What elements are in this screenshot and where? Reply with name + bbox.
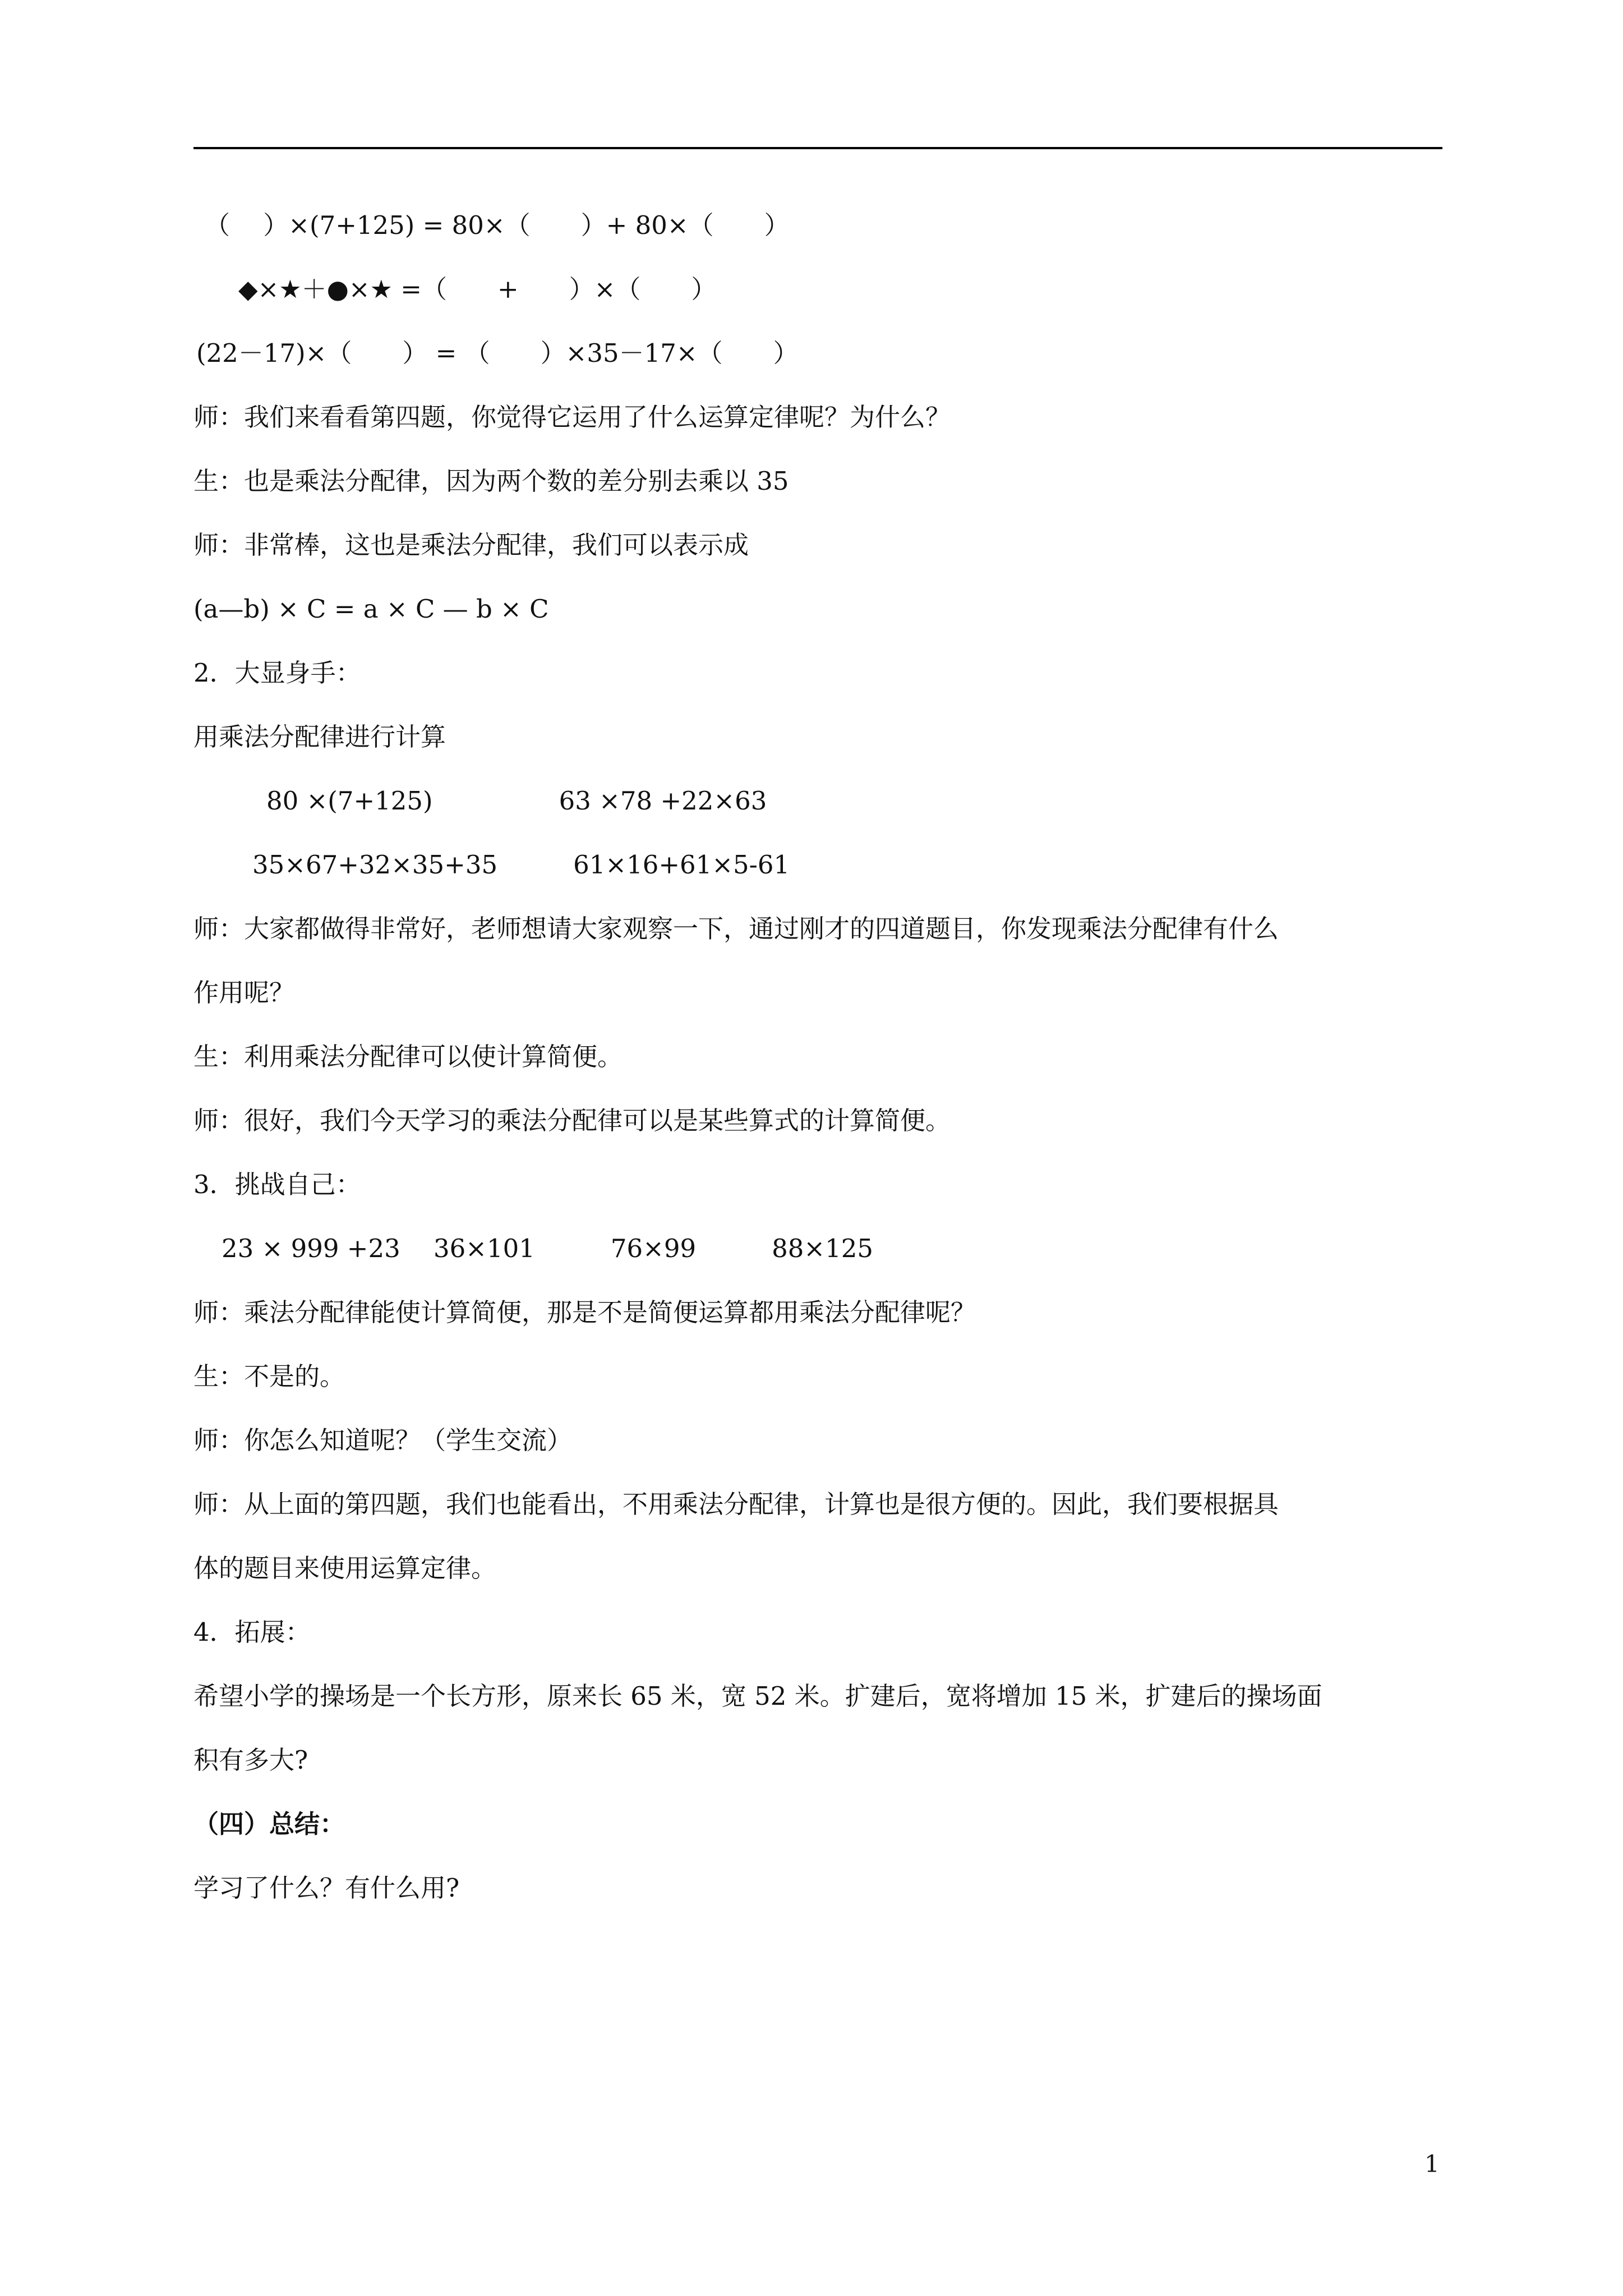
student-line: 生：利用乘法分配律可以使计算简便。	[193, 1042, 623, 1071]
instruction-line: 用乘法分配律进行计算	[193, 722, 446, 752]
blank-equation-2: ◆×★＋●×★ =（ + ）×（ ）	[238, 274, 717, 304]
teacher-line: 师：很好，我们今天学习的乘法分配律可以是某些算式的计算简便。	[193, 1106, 951, 1135]
teacher-line: 师：我们来看看第四题，你觉得它运用了什么运算定律呢？为什么？	[193, 402, 951, 432]
summary-heading: （四）总结：	[193, 1809, 345, 1839]
student-line: 生：不是的。	[193, 1361, 345, 1391]
formula-line: (a—b) × C = a × C — b × C	[193, 594, 549, 624]
teacher-line-continued: 作用呢？	[193, 978, 295, 1007]
teacher-line: 师：你怎么知道呢？（学生交流）	[193, 1425, 573, 1455]
teacher-line: 师：从上面的第四题，我们也能看出，不用乘法分配律，计算也是很方便的。因此，我们要根据具	[193, 1489, 1279, 1519]
teacher-line: 师：大家都做得非常好，老师想请大家观察一下，通过刚才的四道题目，你发现乘法分配律有什么	[193, 914, 1279, 944]
page-number: 1	[1424, 2150, 1440, 2178]
teacher-line: 师：乘法分配律能使计算简便，那是不是简便运算都用乘法分配律呢？	[193, 1297, 976, 1327]
teacher-line-continued: 体的题目来使用运算定律。	[193, 1553, 497, 1583]
section-heading: 3．挑战自己：	[193, 1170, 361, 1199]
blank-equation-1: （ ）×(7+125) = 80×（ ）+ 80×（ ）	[205, 210, 790, 240]
summary-question: 学习了什么？有什么用?	[193, 1873, 460, 1903]
problem-text-continued: 积有多大?	[193, 1745, 308, 1775]
header-rule	[193, 147, 1442, 149]
blank-equation-3: (22－17)×（ ） = （ ）×35－17×（ ）	[196, 338, 799, 368]
section-heading: 2．大显身手：	[193, 658, 361, 688]
section-heading: 4．拓展：	[193, 1617, 311, 1647]
teacher-line: 师：非常棒，这也是乘法分配律，我们可以表示成	[193, 530, 749, 560]
exercise-line: 35×67+32×35+35 61×16+61×5-61	[252, 850, 790, 880]
problem-text: 希望小学的操场是一个长方形，原来长 65 米，宽 52 米。扩建后，宽将增加 15 米，扩建后的操场面	[193, 1681, 1322, 1711]
exercise-line: 23 × 999 +23 36×101 76×99 88×125	[222, 1234, 873, 1263]
exercise-line: 80 ×(7+125) 63 ×78 +22×63	[266, 786, 767, 816]
student-line: 生：也是乘法分配律，因为两个数的差分别去乘以 35	[193, 466, 789, 496]
